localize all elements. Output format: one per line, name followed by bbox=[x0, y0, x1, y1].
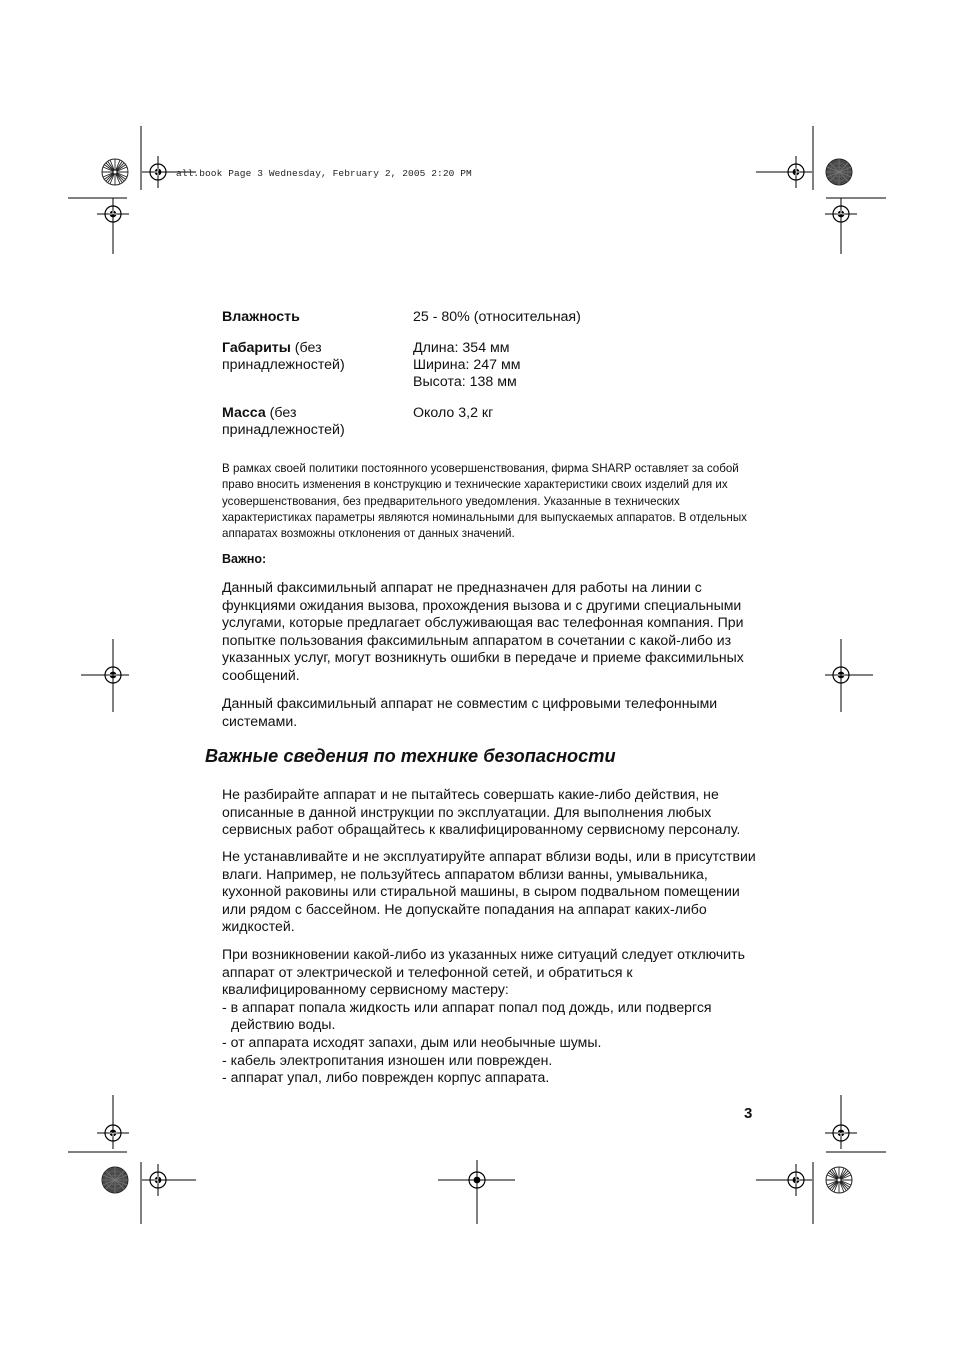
list-item: - кабель электропитания изношен или поврежден. bbox=[222, 1051, 553, 1068]
spec-value: 25 - 80% (относительная) bbox=[413, 309, 581, 325]
star-target-icon bbox=[826, 1167, 852, 1193]
spec-label: Габариты (без принадлежностей) bbox=[222, 340, 345, 373]
print-slug: all.book Page 3 Wednesday, February 2, 2005 2:20 PM bbox=[176, 168, 472, 179]
star-target-icon bbox=[102, 159, 128, 185]
important-label: Важно: bbox=[222, 552, 267, 566]
dark-target-icon bbox=[826, 159, 852, 185]
situations-block bbox=[222, 946, 762, 1087]
spec-row-dimensions bbox=[222, 340, 762, 394]
spec-value: Длина: 354 мм Ширина: 247 мм Высота: 138 мм bbox=[413, 340, 521, 390]
safety-paragraph: Не разбирайте аппарат и не пытайтесь совершать какие-либо действия, не описанные в данной инструкции по эксплуатации. Для выполнения любых сервисных работ обращайтесь к квалифицированному сервисному персоналу. bbox=[222, 786, 741, 838]
spec-row-humidity bbox=[222, 309, 762, 329]
spec-row-weight bbox=[222, 405, 762, 441]
spec-label: Влажность bbox=[222, 309, 300, 325]
dark-target-icon bbox=[102, 1167, 128, 1193]
spec-value: Около 3,2 кг bbox=[413, 405, 494, 421]
list-item: - от аппарата исходят запахи, дым или необычные шумы. bbox=[222, 1033, 602, 1050]
safety-paragraph: Не устанавливайте и не эксплуатируйте аппарат вблизи воды, или в присутствии влаги. Например, не пользуйтесь аппаратом вблизи ванны, умывальника, кухонной раковины или стиральной машины, в сыром подвальном помещении или рядом с бассейном. Не допускайте попадания на аппарат каких-либо жидкостей. bbox=[222, 848, 756, 935]
important-paragraph: Данный факсимильный аппарат не предназначен для работы на линии с функциями ожидания вызова, прохождения вызова и с другими специальными услугами, которые предлагает обслуживающая вас телефонная компания. При попытке пользования факсимильным аппаратом в сочетании с какой-либо из указанных услуг, могут возникнуть ошибки в передаче и приеме факсимильных сообщений. bbox=[222, 579, 744, 683]
policy-note: В рамках своей политики постоянного усовершенствования, фирма SHARP оставляет за собой право вносить изменения в конструкцию и технические характеристики своих изделий для их усовершенствования, без предварительного уведомления. Указанные в технических характеристиках параметры являются номинальными для выпускаемых аппаратов. В отдельных аппаратах возможны отклонения от данных значений. bbox=[222, 462, 747, 541]
important-paragraph: Данный факсимильный аппарат не совместим с цифровыми телефонными системами. bbox=[222, 695, 718, 729]
page-number: 3 bbox=[744, 1105, 753, 1122]
list-item: - аппарат упал, либо поврежден корпус аппарата. bbox=[222, 1069, 550, 1086]
situations-intro: При возникновении какой-либо из указанных ниже ситуаций следует отключить аппарат от электрической и телефонной сетей, и обратиться к квалифицированному сервисному мастеру: bbox=[222, 946, 745, 998]
list-item: - в аппарат попала жидкость или аппарат попал под дождь, или подвергся действию воды. bbox=[222, 998, 712, 1033]
section-heading: Важные сведения по технике безопасности bbox=[205, 746, 616, 766]
spec-label: Масса (без принадлежностей) bbox=[222, 405, 345, 438]
